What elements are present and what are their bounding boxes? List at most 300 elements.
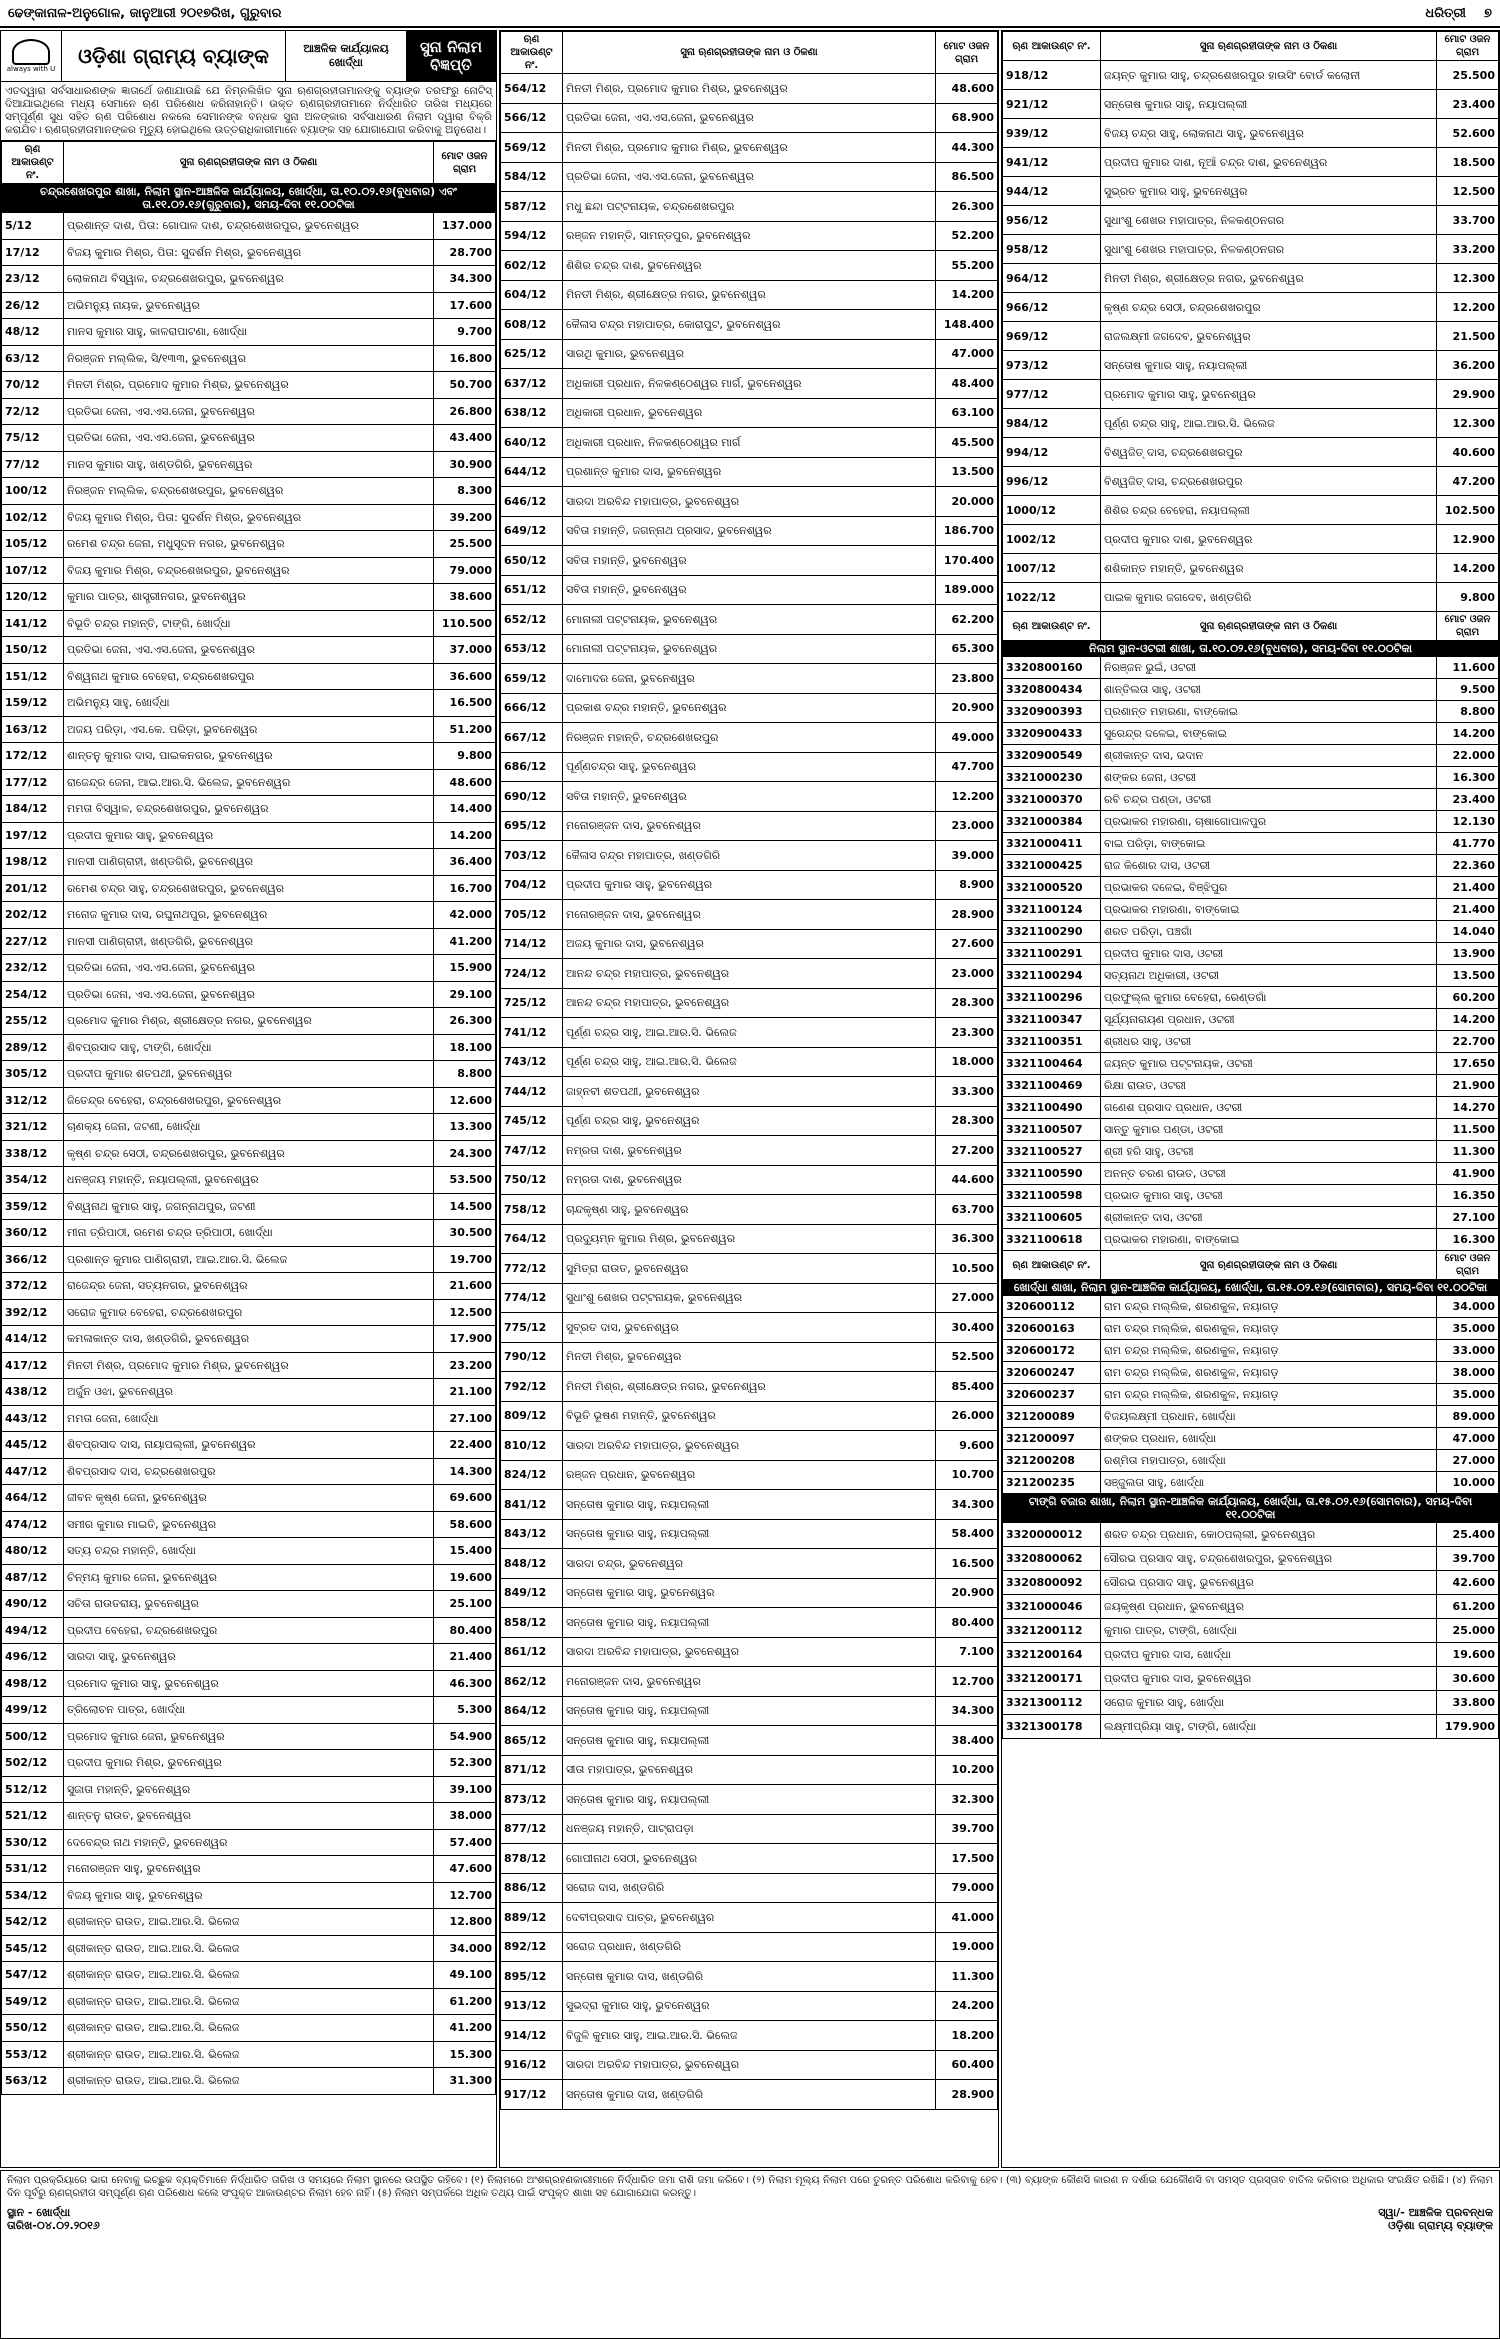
account-number: 320600247 [1003,1362,1101,1384]
account-number: 3321100507 [1003,1119,1101,1141]
gold-weight: 20.000 [936,487,998,517]
borrower-name: ଶିଶିର ଚନ୍ଦ୍ର ବେହେରା, ନୟାପଲ୍ଲୀ [1101,496,1437,525]
gold-weight: 38.000 [434,1803,496,1830]
table-row [1003,496,1499,525]
table-row [2,796,496,823]
table-row [501,1932,998,1962]
borrower-name: ମନୋରଞ୍ଜନ ଦାସ, ଭୁବନେଶ୍ୱର [563,811,936,841]
gold-weight: 18.200 [936,2021,998,2051]
column-1 [0,30,497,2168]
account-number: 3321000411 [1003,833,1101,855]
gold-weight: 170.400 [936,546,998,576]
borrower-name: ପୂର୍ଣ୍ଣ ଚନ୍ଦ୍ର ସାହୁ, ଆଇ.ଆର.ସି. ଭିଲେଜ [563,1018,936,1048]
gold-weight: 9.800 [1437,583,1499,612]
table-row [1003,1619,1499,1643]
borrower-name: ଜୀବନ କୃଷ୍ଣ ଜେନା, ଭୁବନେଶ୍ୱର [64,1485,434,1512]
table-row [1003,1406,1499,1428]
borrower-name: ନିରଞ୍ଜନ ଭୁଇଁ, ଓଟରୀ [1101,657,1437,679]
table-row [1003,1119,1499,1141]
gold-weight: 32.300 [936,1785,998,1815]
table-row [501,1372,998,1402]
account-number: 862/12 [501,1667,563,1697]
table-row [501,1077,998,1107]
borrower-name: ଶିବପ୍ରସାଦ ଦାସ, ଚନ୍ଦ୍ରଶେଖରପୁର [64,1458,434,1485]
account-number: 3321100464 [1003,1053,1101,1075]
gold-weight: 51.200 [434,716,496,743]
table-row [2,1485,496,1512]
table-header [2,142,496,184]
borrower-name: ପ୍ରଶାନ୍ତ କୁମାର ଦାସ, ଭୁବନେଶ୍ୱର [563,457,936,487]
masthead [0,0,1500,28]
borrower-name: ସନ୍ତୋଷ କୁମାର ସାହୁ, ନୟାପଲ୍ଲୀ [563,1696,936,1726]
account-number: 163/12 [2,716,64,743]
account-number: 984/12 [1003,409,1101,438]
borrower-name: ମାନସ କୁମାର ସାହୁ, କାଳରାପାଟଣା, ଖୋର୍ଦ୍ଧା [64,319,434,346]
table-row [2,584,496,611]
gold-weight: 43.400 [434,425,496,452]
borrower-name: ପ୍ରଦୀପ କୁମାର ଦାସ, ଭୁବନେଶ୍ୱର [1101,1667,1437,1691]
borrower-name: ସବିତା ମହାନ୍ତି, ଭୁବନେଶ୍ୱର [563,575,936,605]
gold-weight: 36.300 [936,1224,998,1254]
table-row [501,428,998,458]
notice-line2: ବିଜ୍ଞପ୍ତି [430,56,472,74]
account-number: 703/12 [501,841,563,871]
borrower-name: ସାରଦା ସାହୁ, ଭୁବନେଶ୍ୱର [64,1644,434,1671]
account-number: 566/12 [501,103,563,133]
table-row [1003,1384,1499,1406]
borrower-name: ପୂର୍ଣ୍ଣ ଚନ୍ଦ୍ର ସାହୁ, ଆଇ.ଆର.ସି. ଭିଲେଜ [563,1047,936,1077]
account-number: 159/12 [2,690,64,717]
table-row [2,769,496,796]
account-number: 966/12 [1003,293,1101,322]
borrower-name: ତ୍ରିଲୋଚନ ପାତ୍ର, ଖୋର୍ଦ୍ଧା [64,1697,434,1724]
borrower-name: ନମ୍ରତା ଦାଶ, ଭୁବନେଶ୍ୱର [563,1136,936,1166]
table-row [501,162,998,192]
account-number: 3321100490 [1003,1097,1101,1119]
masthead-dateline: ଢେଙ୍କାନାଳ-ଅନୁଗୋଳ, ଜାନୁଆରୀ ୨୦୧୭ରିଖ, ଗୁରୁବାର [8,5,282,21]
account-number: 542/12 [2,1909,64,1936]
gold-weight: 17.600 [434,292,496,319]
gold-weight: 14.200 [1437,723,1499,745]
gold-weight: 25.500 [1437,61,1499,90]
gold-weight: 12.900 [1437,525,1499,554]
rows-col3-a [1003,61,1499,612]
account-number: 646/12 [501,487,563,517]
table-row [501,1608,998,1638]
account-number: 321200097 [1003,1428,1101,1450]
table-row [2,1511,496,1538]
gold-weight: 22.000 [1437,745,1499,767]
borrower-name: ବିଶ୍ୱନାଥ କୁମାର ବେହେରା, ଚନ୍ଦ୍ରଶେଖରପୁର [64,663,434,690]
gold-weight: 27.200 [936,1136,998,1166]
borrower-name: ସରୋଜ ଦାସ, ଖଣ୍ଡଗିରି [563,1873,936,1903]
table-row [1003,1595,1499,1619]
account-number: 3321100296 [1003,987,1101,1009]
gold-weight: 15.300 [434,2041,496,2068]
gold-weight: 29.900 [1437,380,1499,409]
table-row [2,743,496,770]
gold-weight: 25.000 [1437,1619,1499,1643]
gold-weight: 13.900 [1437,943,1499,965]
account-number: 26/12 [2,292,64,319]
gold-weight: 10.500 [936,1254,998,1284]
table-row [1003,1428,1499,1450]
account-number: 500/12 [2,1723,64,1750]
borrower-name: ପ୍ରଦ୍ୟୁମ୍ନ କୁମାର ମିଶ୍ର, ଭୁବନେଶ୍ୱର [563,1224,936,1254]
gold-weight: 41.200 [434,2015,496,2042]
account-number: 1002/12 [1003,525,1101,554]
table-row [501,1224,998,1254]
gold-weight: 12.800 [434,1909,496,1936]
gold-weight: 14.200 [434,822,496,849]
account-number: 625/12 [501,339,563,369]
account-number: 3321200164 [1003,1643,1101,1667]
table-row [1003,1643,1499,1667]
account-number: 3320800434 [1003,679,1101,701]
borrower-name: ଦେବେନ୍ଦ୍ର ନାଥ ମହାନ୍ତି, ଭୁବନେଶ୍ୱର [64,1829,434,1856]
table-row [501,1519,998,1549]
account-number: 964/12 [1003,264,1101,293]
gold-weight: 12.700 [434,1882,496,1909]
account-number: 886/12 [501,1873,563,1903]
borrower-name: ମିନତୀ ମିଶ୍ର, ପ୍ରମୋଦ କୁମାର ମିଶ୍ର, ଭୁବନେଶ୍ୱର [563,133,936,163]
gold-weight: 36.400 [434,849,496,876]
gold-weight: 34.300 [434,266,496,293]
account-number: 201/12 [2,875,64,902]
gold-weight: 33.200 [1437,235,1499,264]
borrower-name: ପ୍ରତିଭା ଜେନା, ଏସ.ଏସ.ଜେନା, ଭୁବନେଶ୍ୱର [64,955,434,982]
table-row [1003,1229,1499,1251]
table-row [501,1962,998,1992]
account-number: 3321100469 [1003,1075,1101,1097]
table-row [2,292,496,319]
borrower-name: ପାଇକ କୁମାର ଜଗଦେବ, ଖଣ୍ଡଗିରି [1101,583,1437,612]
table-row [2,610,496,637]
signature-block [7,2206,1493,2232]
gold-weight: 61.200 [434,1988,496,2015]
account-number: 521/12 [2,1803,64,1830]
borrower-name: ସନ୍ତୋଷ କୁମାର ସାହୁ, ନୟାପଲ୍ଲୀ [1101,351,1437,380]
header-weight: ମୋଟ ଓଜନ ଗ୍ରାମ [1437,612,1499,641]
gold-weight: 42.600 [1437,1571,1499,1595]
account-number: 254/12 [2,981,64,1008]
rows-col1 [2,213,496,2095]
borrower-name: ସନ୍ତୋଷ କୁମାର ସାହୁ, ନୟାପଲ୍ଲୀ [563,1519,936,1549]
account-number: 534/12 [2,1882,64,1909]
borrower-name: ଅଭିମନ୍ୟୁ ନାୟକ, ଭୁବନେଶ୍ୱର [64,292,434,319]
account-number: 1000/12 [1003,496,1101,525]
table-row [2,478,496,505]
account-number: 321200089 [1003,1406,1101,1428]
account-number: 956/12 [1003,206,1101,235]
gold-weight: 11.500 [1437,1119,1499,1141]
gold-weight: 23.000 [936,811,998,841]
borrower-name: ନିରଞ୍ଜନ ମଲ୍ଲିକ, ଚନ୍ଦ୍ରଶେଖରପୁର, ଭୁବନେଶ୍ୱର [64,478,434,505]
account-number: 198/12 [2,849,64,876]
borrower-name: ଅନନ୍ତ ଚରଣ ରାଉତ, ଓଟରୀ [1101,1163,1437,1185]
account-number: 994/12 [1003,438,1101,467]
table-row [501,516,998,546]
gold-weight: 19.600 [1437,1643,1499,1667]
borrower-name: ରାମ ଚନ୍ଦ୍ର ମଲ୍ଲିକ, ଶରଣକୁଳ, ନୟାଗଡ଼ [1101,1318,1437,1340]
borrower-name: ସୁଭଦ୍ରା କୁମାର ସାହୁ, ଭୁବନେଶ୍ୱର [563,1991,936,2021]
table-row [1003,119,1499,148]
table-row [501,1283,998,1313]
borrower-name: ପ୍ରଭାକର ମହାରଣା, ବାଙ୍କୋଇ [1101,899,1437,921]
table-row [501,1785,998,1815]
gold-weight: 60.200 [1437,987,1499,1009]
table-row [2,1379,496,1406]
gold-weight: 14.300 [434,1458,496,1485]
account-number: 496/12 [2,1644,64,1671]
gold-weight: 16.300 [1437,1229,1499,1251]
account-number: 944/12 [1003,177,1101,206]
account-number: 63/12 [2,345,64,372]
account-number: 417/12 [2,1352,64,1379]
borrower-name: ପ୍ରଦୀପ କୁମାର ମିଶ୍ର, ଭୁବନେଶ୍ୱର [64,1750,434,1777]
borrower-name: ସମୀର କୁମାର ମାଇତି, ଭୁବନେଶ୍ୱର [64,1511,434,1538]
table-row [1003,1296,1499,1318]
borrower-name: ରମେଶ ଚନ୍ଦ୍ର ସାହୁ, ଚନ୍ଦ୍ରଶେଖରପୁର, ଭୁବନେଶ୍ୱର [64,875,434,902]
account-number: 725/12 [501,988,563,1018]
gold-weight: 12.300 [1437,264,1499,293]
account-number: 464/12 [2,1485,64,1512]
bank-logo [1,31,61,81]
table-row [1003,264,1499,293]
borrower-name: ଶ୍ରୀକାନ୍ତ ରାଉତ, ଆଇ.ଆର.ସି. ଭିଲେଜ [64,2068,434,2095]
borrower-name: ମିନତୀ ମିଶ୍ର, ପ୍ରମୋଦ କୁମାର ମିଶ୍ର, ଭୁବନେଶ୍ୱର [563,74,936,104]
borrower-name: ରାଜେନ୍ଦ୍ର ଜେନା, ଆଇ.ଆର.ସି. ଭିଲେଜ, ଭୁବନେଶ୍ୱର [64,769,434,796]
borrower-name: ପ୍ରଦୀପ କୁମାର ସାହୁ, ଭୁବନେଶ୍ୱର [64,822,434,849]
account-number: 690/12 [501,782,563,812]
borrower-name: ଚାଣକ୍ୟ ଜେନା, ଜଟଣୀ, ଖୋର୍ଦ୍ଧା [64,1114,434,1141]
borrower-name: ରଞ୍ଜନ ମହାନ୍ତି, ସାମନ୍ତପୁର, ଭୁବନେଶ୍ୱର [563,221,936,251]
gold-weight: 26.300 [936,192,998,222]
borrower-name: ଶରତ ଚନ୍ଦ୍ର ପ୍ରଧାନ, କୋଠପଲ୍ଲୀ, ଭୁବନେଶ୍ୱର [1101,1523,1437,1547]
account-number: 878/12 [501,1844,563,1874]
borrower-name: ସାରଦା ଅରବିନ୍ଦ ମହାପାତ୍ର, ଭୁବନେଶ୍ୱର [563,1431,936,1461]
gold-weight: 12.130 [1437,811,1499,833]
account-number: 873/12 [501,1785,563,1815]
borrower-name: କୁମାର ପାତ୍ର, ଟାଙ୍ଗି, ଖୋର୍ଦ୍ଧା [1101,1619,1437,1643]
borrower-name: ପ୍ରଭାକର ମହାରଣା, ଚାଷାଗୋପାଳପୁର [1101,811,1437,833]
borrower-name: ବିଜୟ ଚନ୍ଦ୍ର ସାହୁ, ଲୋକନାଥ ସାହୁ, ଭୁବନେଶ୍ୱର [1101,119,1437,148]
account-number: 177/12 [2,769,64,796]
account-number: 320600163 [1003,1318,1101,1340]
table-row [501,634,998,664]
gold-weight: 24.300 [434,1140,496,1167]
gold-weight: 35.000 [1437,1384,1499,1406]
account-number: 602/12 [501,251,563,281]
table-row [501,988,998,1018]
account-number: 790/12 [501,1342,563,1372]
account-number: 1007/12 [1003,554,1101,583]
account-number: 502/12 [2,1750,64,1777]
borrower-name: ଶାନ୍ତିଲତା ସାହୁ, ଓଟରୀ [1101,679,1437,701]
table-row [2,1273,496,1300]
header-name: ସୁନା ଋଣଗ୍ରହୀତାଙ୍କ ନାମ ଓ ଠିକଣା [1101,612,1437,641]
table-row [2,1617,496,1644]
table-row [1003,1185,1499,1207]
notice-intro: ଏତଦ୍ୱାରା ସର୍ବସାଧାରଣଙ୍କ ଜ୍ଞାତାର୍ଥେ ଜଣାଯାଉଛି ଯେ ନିମ୍ନଲିଖିତ ସୁନା ଋଣଗ୍ରହୀତାମାନଙ୍କୁ ବ୍ୟାଙ୍କ ତରଫରୁ ନୋଟିସ୍ ଦିଆଯାଇଥିଲେ ମଧ୍ୟ ସେମାନେ ଋଣ ପରିଶୋଧ କରିନାହାନ୍ତି। ଉକ୍ତ ଋଣଗ୍ରହୀତାମାନେ ନିର୍ଦ୍ଧାରିତ ତାରିଖ ମଧ୍ୟରେ ସମ୍ପୂର୍ଣ୍ଣ ସୁଧ ସହିତ ଋଣ ପରିଶୋଧ ନକଲେ ସେମାନଙ୍କ ବନ୍ଧକ ସୁନା ଅଳଙ୍କାର ସର୍ବସାଧାରଣ ନିଲାମ ଦ୍ୱାରା ବିକ୍ରି କରାଯିବ। ଋଣଗ୍ରହୀତାମାନଙ୍କର ମୃତ୍ୟୁ ହୋଇଥିଲେ ଉତ୍ତରାଧିକାରୀମାନେ ବ୍ୟାଙ୍କ ସହ ଯୋଗାଯୋଗ କରିବାକୁ ଅନୁରୋଧ। [1,82,496,141]
table-row [501,1106,998,1136]
borrower-name: ସନ୍ତୋଷ କୁମାର ସାହୁ, ନୟାପଲ୍ଲୀ [563,1490,936,1520]
gold-weight: 28.700 [434,239,496,266]
table-row [501,723,998,753]
table-row [501,1726,998,1756]
borrower-name: ପ୍ରତିଭା ଜେନା, ଏସ.ଏସ.ଜେନା, ଭୁବନେଶ୍ୱର [64,398,434,425]
borrower-name: ରିକ୍ଷା ରାଉତ, ଓଟରୀ [1101,1075,1437,1097]
rows-col3-d [1003,1523,1499,1739]
borrower-name: ପ୍ରକାଶ ଚନ୍ଦ୍ର ମହାନ୍ତି, ଭୁବନେଶ୍ୱର [563,693,936,723]
header-weight: ମୋଟ ଓଜନ ଗ୍ରାମ [434,142,496,184]
gold-weight: 12.600 [434,1087,496,1114]
account-number: 172/12 [2,743,64,770]
borrower-name: ସନ୍ତୋଷ କୁମାର ସାହୁ, ନୟାପଲ୍ଲୀ [563,1608,936,1638]
table-row [501,782,998,812]
table-row [2,1087,496,1114]
table-row [1003,1523,1499,1547]
column-2 [499,30,999,2168]
account-number: 764/12 [501,1224,563,1254]
gold-weight: 27.100 [434,1405,496,1432]
table-row [501,1755,998,1785]
borrower-name: ବିଜୟ କୁମାର ସାହୁ, ଭୁବନେଶ୍ୱର [64,1882,434,1909]
account-number: 3321100605 [1003,1207,1101,1229]
gold-weight: 38.000 [1437,1362,1499,1384]
borrower-name: ଶ୍ରୀକାନ୍ତ ଦାସ, ଭଦାନ [1101,745,1437,767]
gold-weight: 65.300 [936,634,998,664]
table-row [501,1873,998,1903]
table-row [501,2050,998,2080]
table-row [1003,745,1499,767]
borrower-name: ଆନନ୍ଦ ଚନ୍ଦ୍ର ମହାପାତ୍ର, ଭୁବନେଶ୍ୱର [563,988,936,1018]
table-row [501,575,998,605]
table-row [2,1061,496,1088]
gold-weight: 14.270 [1437,1097,1499,1119]
borrower-name: ସାରଦା ଚନ୍ଦ୍ର, ଭୁବନେଶ୍ୱର [563,1549,936,1579]
loan-table-col3 [1002,31,1499,1739]
borrower-name: ପୂର୍ଣ୍ଣ ଚନ୍ଦ୍ର ସାହୁ, ଆଇ.ଆର.ସି. ଭିଲେଜ [1101,409,1437,438]
table-row [1003,438,1499,467]
gold-weight: 33.300 [936,1077,998,1107]
table-row [2,690,496,717]
gold-weight: 41.900 [1437,1163,1499,1185]
table-row [2,928,496,955]
gold-weight: 20.900 [936,1578,998,1608]
table-row [1003,1009,1499,1031]
borrower-name: ପ୍ରଦୀପ କୁମାର ଦାସ, ଓଟରୀ [1101,943,1437,965]
table-row [501,2080,998,2110]
account-number: 977/12 [1003,380,1101,409]
table-row [501,74,998,104]
borrower-name: ମମତା ବିସ୍ୱାଳ, ଚନ୍ଦ୍ରଶେଖରପୁର, ଭୁବନେଶ୍ୱର [64,796,434,823]
borrower-name: ପ୍ରଫୁଲ୍ଲ କୁମାର ବେହେରା, ରେଣ୍ଡଗାଁ [1101,987,1437,1009]
gold-weight: 68.900 [936,103,998,133]
account-number: 202/12 [2,902,64,929]
account-number: 743/12 [501,1047,563,1077]
borrower-name: ଧନଞ୍ଜୟ ମହାନ୍ତି, ନୟାପଲ୍ଲୀ, ଭୁବନେଶ୍ୱର [64,1167,434,1194]
gold-weight: 186.700 [936,516,998,546]
gold-weight: 80.400 [434,1617,496,1644]
borrower-name: ଶରତ ପରିଡ଼ା, ପଞ୍ଚଗାଁ [1101,921,1437,943]
account-number: 5/12 [2,213,64,240]
table-row [1003,877,1499,899]
borrower-name: ରାଜଲକ୍ଷ୍ମୀ ଜଗଦେବ, ଭୁବନେଶ୍ୱର [1101,322,1437,351]
borrower-name: ସୁଧାଂଶୁ ଶେଖର ପଟ୍ଟନାୟକ, ଭୁବନେଶ୍ୱର [563,1283,936,1313]
gold-weight: 57.400 [434,1829,496,1856]
account-number: 141/12 [2,610,64,637]
table-row [501,2021,998,2051]
table-row [1003,1450,1499,1472]
table-row [2,849,496,876]
account-number: 120/12 [2,584,64,611]
borrower-name: ଗୋପୀନାଥ ସେଠୀ, ଭୁବନେଶ୍ୱର [563,1844,936,1874]
borrower-name: ସରୋଜ କୁମାର ସାହୁ, ଖୋର୍ଦ୍ଧା [1101,1691,1437,1715]
table-row [1003,1163,1499,1185]
table-row [501,280,998,310]
table-row [501,1254,998,1284]
table-row [1003,1667,1499,1691]
borrower-name: ପ୍ରମୋଦ କୁମାର ସାହୁ, ଭୁବନେଶ୍ୱର [64,1670,434,1697]
table-row [1003,235,1499,264]
account-number: 531/12 [2,1856,64,1883]
gold-weight: 89.000 [1437,1406,1499,1428]
gold-weight: 25.500 [434,531,496,558]
account-number: 3320800062 [1003,1547,1101,1571]
account-number: 724/12 [501,959,563,989]
table-row [1003,1362,1499,1384]
account-number: 848/12 [501,1549,563,1579]
account-number: 75/12 [2,425,64,452]
account-number: 480/12 [2,1538,64,1565]
borrower-name: ସାରଥି କୁମାର, ଭୁବନେଶ୍ୱର [563,339,936,369]
borrower-name: ସୁଜାତା ମହାନ୍ତି, ଭୁବନେଶ୍ୱର [64,1776,434,1803]
account-number: 338/12 [2,1140,64,1167]
gold-weight: 14.500 [434,1193,496,1220]
table-row [2,372,496,399]
borrower-name: ଅଭିମନ୍ୟୁ ସାହୁ, ଖୋର୍ଦ୍ଧା [64,690,434,717]
account-number: 3321200171 [1003,1667,1101,1691]
table-row [2,1326,496,1353]
borrower-name: ସତ୍ୟନାଥ ଅଧିକାରୀ, ଓଟରୀ [1101,965,1437,987]
header-account: ଋଣ ଆକାଉଣ୍ଟ ନଂ. [1003,612,1101,641]
table-row [501,1844,998,1874]
gold-weight: 17.650 [1437,1053,1499,1075]
account-number: 320600172 [1003,1340,1101,1362]
table-row [501,133,998,163]
account-number: 487/12 [2,1564,64,1591]
account-number: 772/12 [501,1254,563,1284]
borrower-name: ମୋନାଲୀ ପଟ୍ଟନାୟକ, ଭୁବନେଶ୍ୱର [563,634,936,664]
table-row [501,1018,998,1048]
borrower-name: ଦେବୀପ୍ରସାଦ ପାତ୍ର, ଭୁବନେଶ୍ୱର [563,1903,936,1933]
table-row [2,425,496,452]
gold-weight: 44.300 [936,133,998,163]
table-row [1003,554,1499,583]
section-heading: ଟାଙ୍ଗି ବଜାର ଶାଖା, ନିଲାମ ସ୍ଥାନ-ଆଞ୍ଚଳିକ କାର୍ଯ୍ୟାଳୟ, ଖୋର୍ଦ୍ଧା, ତା.୧୫.୦୨.୧୬(ସୋମବାର), ସମୟ-ଦିବା ୧୧.୦୦ଟିକା [1003,1494,1499,1523]
account-number: 550/12 [2,2015,64,2042]
gold-weight: 29.100 [434,981,496,1008]
gold-weight: 52.500 [936,1342,998,1372]
account-number: 638/12 [501,398,563,428]
table-row [501,841,998,871]
account-number: 360/12 [2,1220,64,1247]
account-number: 824/12 [501,1460,563,1490]
account-number: 843/12 [501,1519,563,1549]
account-number: 750/12 [501,1165,563,1195]
account-number: 320600237 [1003,1384,1101,1406]
